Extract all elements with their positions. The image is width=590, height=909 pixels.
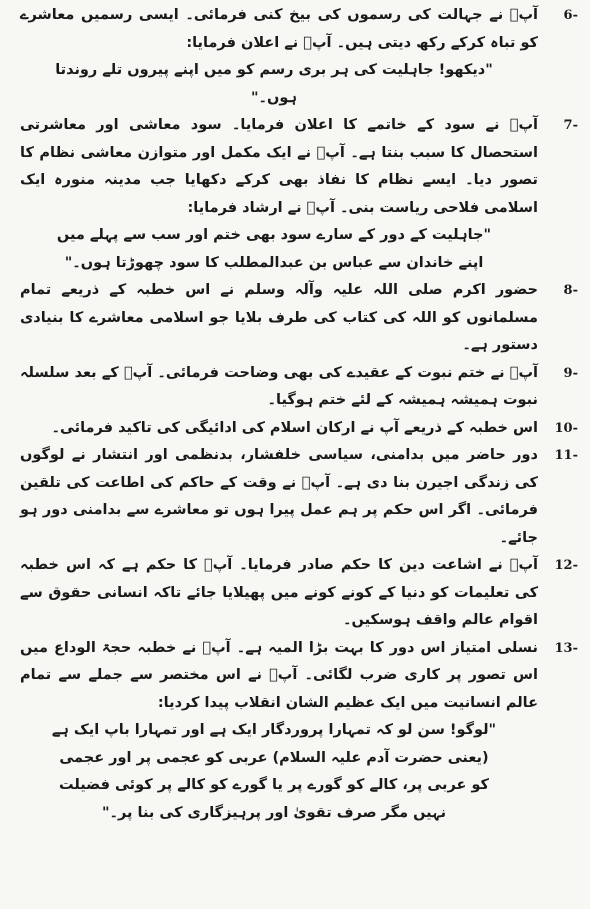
quote-text: "لوگو! سن لو کہ تمہارا پروردگار ایک ہے اور تمہارا باپ ایک ہے (یعنی حضرت آدم علیہ السلام) عربی کو عجمی پر اور عجمی کو عربی پر، کالے کو گورے پر یا گورے کو کالے پر کوئی فضیلت نہیں مگر صرف تقویٰ اور پرہیزگاری کی بنا پر۔" (51, 722, 497, 821)
item-text: نسلی امتیاز اس دور کا بہت بڑا المیہ ہے۔ آپؐ نے خطبہ حجۃ الوداع میں اس تصور پر کاری ضرب لگائی۔ آپؐ نے اس مختصر سے جملے سے تمام عالم انسانیت میں ایک عظیم الشان انقلاب پیدا کردیا: (20, 639, 538, 711)
quote-block (20, 222, 538, 277)
quote-text: "دیکھو! جاہلیت کی ہر بری رسم کو میں اپنے پیروں تلے روندتا ہوں۔" (55, 62, 493, 106)
list-item-11 (20, 442, 578, 552)
item-text: دور حاضر میں بدامنی، سیاسی خلفشار، بدنظمی اور انتشار نے لوگوں کی زندگی اجیرن بنا دی ہے۔ آپؐ نے وقت کے حاکم کی اطاعت کی تلقین فرمائی۔ اگر اس حکم پر ہم عمل پیرا ہوں تو معاشرے سے بدامنی دور ہو جائے۔ (20, 447, 538, 546)
item-text: اس خطبہ کے ذریعے آپ نے ارکان اسلام کی ادائیگی کی تاکید فرمائی۔ (51, 419, 538, 436)
quote-block (20, 57, 538, 112)
item-number: 11- (554, 448, 578, 463)
item-number: 12- (554, 558, 578, 573)
list-item-6 (20, 2, 578, 112)
item-text: آپؐ نے ختم نبوت کے عقیدے کی بھی وضاحت فرمائی۔ آپؐ کے بعد سلسلہ نبوت ہمیشہ ہمیشہ کے لئے ختم ہوگیا۔ (20, 364, 538, 408)
quote-block (20, 717, 538, 827)
list-item-10 (20, 415, 578, 443)
item-number: 9- (563, 365, 578, 381)
item-text: آپؐ نے جہالت کی رسموں کی بیخ کنی فرمائی۔ ایسی رسمیں معاشرے کو تباہ کرکے رکھ دیتی ہیں۔ آپؐ نے اعلان فرمایا: (20, 7, 538, 51)
quote-text: "جاہلیت کے دور کے سارے سود بھی ختم اور سب سے پہلے میں اپنے خاندان سے عباس بن عبدالمطلب کا سود چھوڑتا ہوں۔" (56, 227, 492, 271)
item-number: 8- (563, 283, 578, 298)
item-number: 6- (563, 8, 578, 23)
list-item-13 (20, 635, 578, 828)
item-text: آپؐ نے اشاعت دین کا حکم صادر فرمایا۔ آپؐ کا حکم ہے کہ اس خطبہ کی تعلیمات کو دنیا کے کونے کونے میں پھیلایا جائے تاکہ انسانی حقوق سے اقوام عالم واقف ہوسکیں۔ (20, 557, 538, 628)
item-text: آپؐ نے سود کے خاتمے کا اعلان فرمایا۔ سود معاشی اور معاشرتی استحصال کا سبب بنتا ہے۔ آپؐ نے ایک مکمل اور متوازن معاشی نظام کا تصور دیا۔ ایسے نظام کا نفاذ بھی کرکے دکھایا جب مدینہ منورہ ایک اسلامی فلاحی ریاست بنی۔ آپؐ نے ارشاد فرمایا: (20, 117, 538, 216)
item-number: 13- (554, 640, 578, 656)
item-text: حضور اکرم صلی اللہ علیہ وآلہ وسلم نے اس خطبہ کے ذریعے تمام مسلمانوں کو اللہ کی کتاب کی طرف بلایا جو اسلامی معاشرے کا بنیادی دستور ہے۔ (20, 282, 538, 353)
list-item-12 (20, 552, 578, 635)
item-number: 7- (563, 118, 578, 133)
list-item-9 (20, 360, 578, 415)
list-item-8 (20, 277, 578, 360)
item-number: 10- (554, 420, 578, 436)
list-item-7 (20, 112, 578, 277)
